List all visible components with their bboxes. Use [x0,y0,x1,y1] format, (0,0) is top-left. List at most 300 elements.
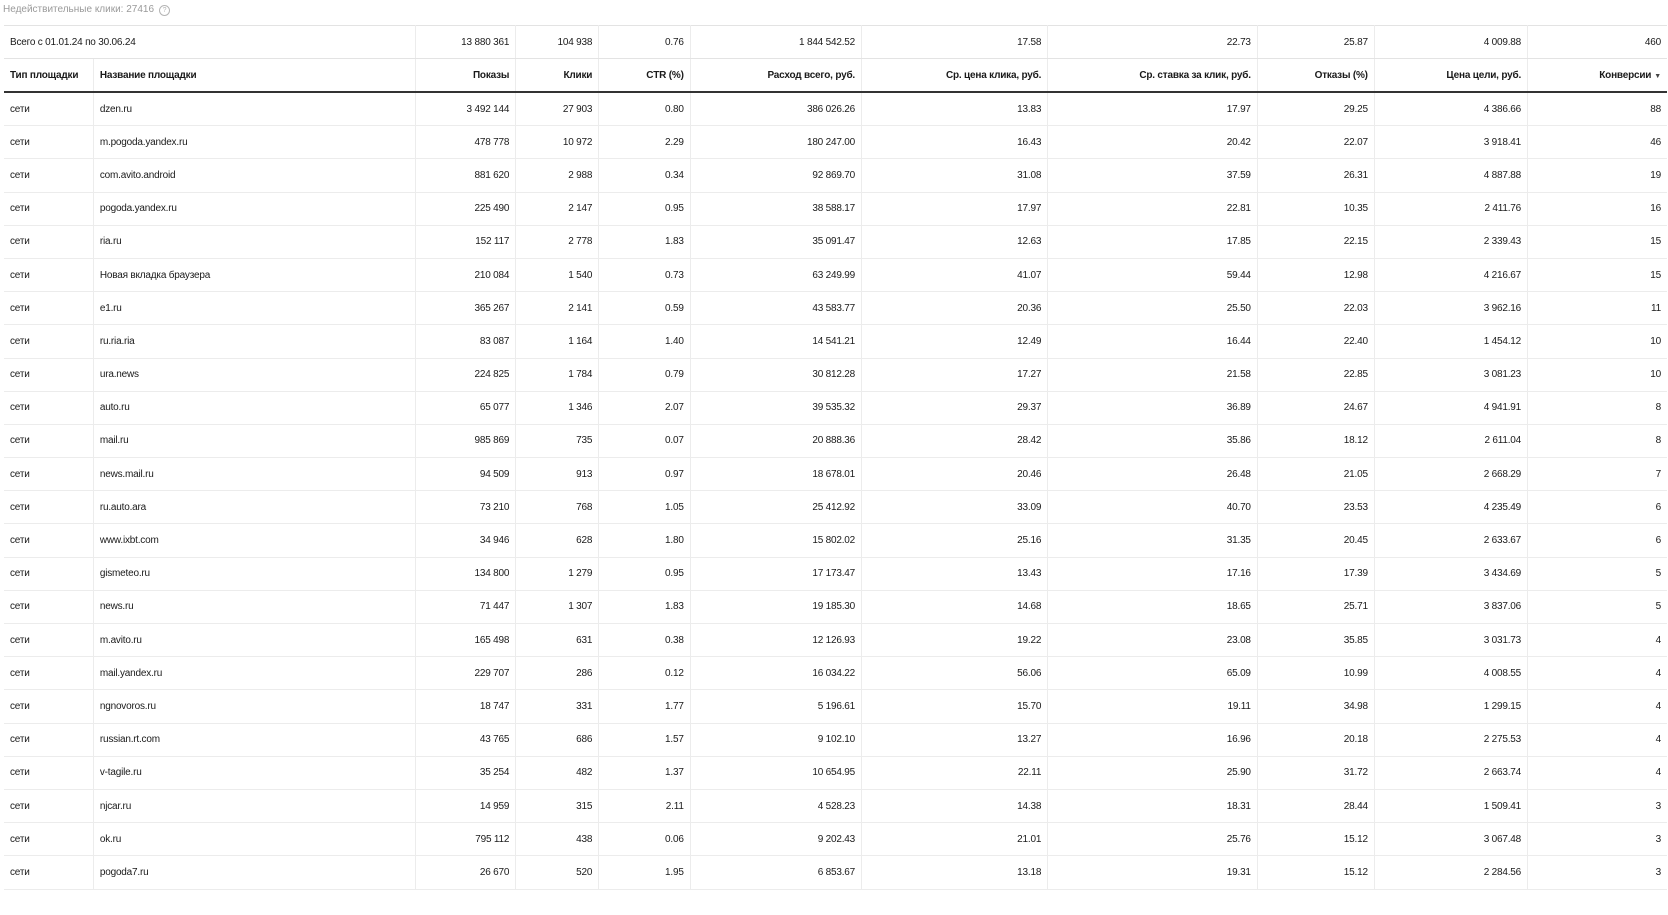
column-header-conversions-label: Конверсии [1599,69,1652,81]
cell-ctr: 1.83 [599,225,691,258]
cell-avg-cpc: 22.11 [862,756,1048,789]
cell-spend: 18 678.01 [690,458,861,491]
cell-bounces: 21.05 [1257,458,1374,491]
cell-ctr: 0.59 [599,292,691,325]
cell-clicks: 2 778 [516,225,599,258]
cell-name: mail.yandex.ru [93,657,415,690]
cell-clicks: 1 346 [516,391,599,424]
cell-type: сети [4,192,93,225]
cell-ctr: 1.40 [599,325,691,358]
cell-avg-bid: 36.89 [1048,391,1258,424]
cell-clicks: 1 279 [516,557,599,590]
cell-impressions: 14 959 [416,789,516,822]
cell-clicks: 27 903 [516,92,599,126]
totals-goal-cost: 4 009.88 [1374,26,1527,59]
cell-bounces: 29.25 [1257,92,1374,126]
cell-avg-cpc: 20.46 [862,458,1048,491]
cell-name: pogoda.yandex.ru [93,192,415,225]
cell-avg-bid: 21.58 [1048,358,1258,391]
cell-impressions: 478 778 [416,126,516,159]
cell-name: dzen.ru [93,92,415,126]
totals-avg-bid: 22.73 [1048,26,1258,59]
cell-clicks: 331 [516,690,599,723]
cell-goal-cost: 2 611.04 [1374,424,1527,457]
cell-type: сети [4,723,93,756]
cell-ctr: 2.29 [599,126,691,159]
column-header-conversions[interactable] [1528,59,1667,93]
table-row [4,192,1667,225]
cell-type: сети [4,126,93,159]
cell-spend: 43 583.77 [690,292,861,325]
cell-avg-bid: 37.59 [1048,159,1258,192]
cell-name: ura.news [93,358,415,391]
cell-ctr: 0.79 [599,358,691,391]
cell-clicks: 628 [516,524,599,557]
table-row [4,690,1667,723]
cell-avg-bid: 17.16 [1048,557,1258,590]
cell-bounces: 28.44 [1257,789,1374,822]
cell-impressions: 34 946 [416,524,516,557]
cell-clicks: 686 [516,723,599,756]
cell-type: сети [4,657,93,690]
cell-ctr: 1.37 [599,756,691,789]
cell-avg-cpc: 28.42 [862,424,1048,457]
totals-impressions: 13 880 361 [416,26,516,59]
cell-spend: 9 202.43 [690,823,861,856]
cell-impressions: 365 267 [416,292,516,325]
cell-name: pogoda7.ru [93,856,415,889]
table-row [4,92,1667,126]
sort-desc-icon[interactable]: ▼ [1654,72,1661,80]
cell-conversions: 6 [1528,524,1667,557]
cell-conversions: 15 [1528,225,1667,258]
cell-avg-bid: 59.44 [1048,258,1258,291]
cell-avg-cpc: 31.08 [862,159,1048,192]
cell-type: сети [4,458,93,491]
cell-clicks: 286 [516,657,599,690]
cell-goal-cost: 1 454.12 [1374,325,1527,358]
table-row [4,126,1667,159]
cell-goal-cost: 3 031.73 [1374,624,1527,657]
cell-goal-cost: 2 663.74 [1374,756,1527,789]
cell-avg-cpc: 21.01 [862,823,1048,856]
cell-name: m.avito.ru [93,624,415,657]
cell-bounces: 12.98 [1257,258,1374,291]
cell-type: сети [4,92,93,126]
cell-avg-bid: 16.96 [1048,723,1258,756]
cell-spend: 25 412.92 [690,491,861,524]
cell-ctr: 1.95 [599,856,691,889]
cell-conversions: 7 [1528,458,1667,491]
cell-name: ngnovoros.ru [93,690,415,723]
cell-name: news.mail.ru [93,458,415,491]
cell-name: v-tagile.ru [93,756,415,789]
cell-goal-cost: 3 081.23 [1374,358,1527,391]
cell-goal-cost: 4 386.66 [1374,92,1527,126]
question-circle-icon[interactable]: ? [159,5,170,16]
cell-avg-cpc: 14.38 [862,789,1048,822]
cell-clicks: 1 540 [516,258,599,291]
cell-ctr: 0.95 [599,192,691,225]
cell-ctr: 1.57 [599,723,691,756]
table-body [4,92,1667,889]
cell-goal-cost: 3 837.06 [1374,590,1527,623]
table-row [4,856,1667,889]
cell-impressions: 3 492 144 [416,92,516,126]
cell-impressions: 165 498 [416,624,516,657]
cell-avg-bid: 17.85 [1048,225,1258,258]
cell-goal-cost: 4 887.88 [1374,159,1527,192]
cell-avg-bid: 35.86 [1048,424,1258,457]
cell-spend: 39 535.32 [690,391,861,424]
cell-clicks: 2 988 [516,159,599,192]
cell-avg-bid: 16.44 [1048,325,1258,358]
cell-ctr: 1.80 [599,524,691,557]
table-row [4,823,1667,856]
column-header-name[interactable]: Название площадки [93,59,415,93]
cell-spend: 5 196.61 [690,690,861,723]
cell-conversions: 3 [1528,789,1667,822]
cell-spend: 16 034.22 [690,657,861,690]
cell-spend: 19 185.30 [690,590,861,623]
cell-type: сети [4,690,93,723]
totals-ctr: 0.76 [599,26,691,59]
cell-goal-cost: 4 216.67 [1374,258,1527,291]
cell-avg-bid: 25.76 [1048,823,1258,856]
cell-clicks: 1 784 [516,358,599,391]
cell-avg-cpc: 13.83 [862,92,1048,126]
cell-bounces: 22.85 [1257,358,1374,391]
cell-avg-cpc: 16.43 [862,126,1048,159]
cell-conversions: 8 [1528,424,1667,457]
cell-goal-cost: 4 235.49 [1374,491,1527,524]
cell-name: ria.ru [93,225,415,258]
cell-bounces: 24.67 [1257,391,1374,424]
cell-type: сети [4,225,93,258]
cell-avg-bid: 19.31 [1048,856,1258,889]
cell-spend: 180 247.00 [690,126,861,159]
cell-goal-cost: 2 284.56 [1374,856,1527,889]
cell-name: www.ixbt.com [93,524,415,557]
cell-ctr: 0.12 [599,657,691,690]
table-row [4,657,1667,690]
column-header-spend[interactable]: Расход всего, руб. [690,59,861,93]
cell-avg-bid: 18.65 [1048,590,1258,623]
cell-avg-cpc: 29.37 [862,391,1048,424]
cell-type: сети [4,624,93,657]
cell-avg-bid: 25.50 [1048,292,1258,325]
cell-avg-bid: 31.35 [1048,524,1258,557]
cell-impressions: 229 707 [416,657,516,690]
cell-avg-cpc: 17.97 [862,192,1048,225]
table-header-row [4,59,1667,93]
cell-impressions: 881 620 [416,159,516,192]
cell-spend: 15 802.02 [690,524,861,557]
cell-name: m.pogoda.yandex.ru [93,126,415,159]
totals-row [4,26,1667,59]
cell-name: e1.ru [93,292,415,325]
cell-impressions: 152 117 [416,225,516,258]
cell-bounces: 17.39 [1257,557,1374,590]
cell-goal-cost: 3 067.48 [1374,823,1527,856]
column-header-clicks[interactable]: Клики [516,59,599,93]
cell-avg-bid: 22.81 [1048,192,1258,225]
cell-goal-cost: 2 633.67 [1374,524,1527,557]
cell-impressions: 35 254 [416,756,516,789]
cell-impressions: 18 747 [416,690,516,723]
cell-ctr: 0.73 [599,258,691,291]
cell-conversions: 88 [1528,92,1667,126]
cell-clicks: 1 164 [516,325,599,358]
cell-conversions: 19 [1528,159,1667,192]
table-row [4,424,1667,457]
cell-ctr: 1.77 [599,690,691,723]
cell-type: сети [4,789,93,822]
cell-avg-bid: 19.11 [1048,690,1258,723]
cell-avg-cpc: 17.27 [862,358,1048,391]
cell-avg-cpc: 13.18 [862,856,1048,889]
cell-spend: 386 026.26 [690,92,861,126]
cell-bounces: 10.35 [1257,192,1374,225]
cell-type: сети [4,159,93,192]
cell-goal-cost: 2 275.53 [1374,723,1527,756]
table-row [4,159,1667,192]
cell-goal-cost: 2 668.29 [1374,458,1527,491]
cell-type: сети [4,391,93,424]
cell-type: сети [4,292,93,325]
cell-ctr: 0.07 [599,424,691,457]
cell-bounces: 22.03 [1257,292,1374,325]
cell-clicks: 10 972 [516,126,599,159]
cell-avg-cpc: 56.06 [862,657,1048,690]
cell-spend: 20 888.36 [690,424,861,457]
column-header-type[interactable]: Тип площадки [4,59,93,93]
cell-goal-cost: 2 411.76 [1374,192,1527,225]
column-header-impressions[interactable]: Показы [416,59,516,93]
cell-spend: 35 091.47 [690,225,861,258]
cell-type: сети [4,756,93,789]
cell-impressions: 26 670 [416,856,516,889]
cell-goal-cost: 3 962.16 [1374,292,1527,325]
cell-clicks: 2 147 [516,192,599,225]
cell-conversions: 3 [1528,823,1667,856]
cell-ctr: 0.97 [599,458,691,491]
table-row [4,756,1667,789]
cell-impressions: 83 087 [416,325,516,358]
cell-spend: 4 528.23 [690,789,861,822]
cell-conversions: 15 [1528,258,1667,291]
column-header-ctr[interactable]: CTR (%) [599,59,691,93]
cell-ctr: 0.34 [599,159,691,192]
cell-ctr: 1.83 [599,590,691,623]
totals-conversions: 460 [1528,26,1667,59]
cell-type: сети [4,358,93,391]
cell-avg-cpc: 14.68 [862,590,1048,623]
cell-goal-cost: 2 339.43 [1374,225,1527,258]
table-row [4,358,1667,391]
cell-conversions: 4 [1528,690,1667,723]
cell-impressions: 43 765 [416,723,516,756]
cell-type: сети [4,823,93,856]
cell-conversions: 4 [1528,624,1667,657]
cell-clicks: 913 [516,458,599,491]
cell-goal-cost: 3 434.69 [1374,557,1527,590]
cell-conversions: 16 [1528,192,1667,225]
table-row [4,524,1667,557]
cell-type: сети [4,856,93,889]
cell-name: mail.ru [93,424,415,457]
cell-impressions: 71 447 [416,590,516,623]
cell-type: сети [4,424,93,457]
table-row [4,723,1667,756]
cell-avg-cpc: 12.63 [862,225,1048,258]
cell-ctr: 2.11 [599,789,691,822]
table-row [4,391,1667,424]
table-row [4,225,1667,258]
column-header-bounces[interactable]: Отказы (%) [1257,59,1374,93]
totals-bounces: 25.87 [1257,26,1374,59]
table-row [4,325,1667,358]
cell-spend: 6 853.67 [690,856,861,889]
cell-bounces: 34.98 [1257,690,1374,723]
cell-bounces: 20.18 [1257,723,1374,756]
cell-avg-cpc: 13.43 [862,557,1048,590]
column-header-avg-cpc[interactable]: Ср. цена клика, руб. [862,59,1048,93]
cell-name: auto.ru [93,391,415,424]
cell-name: ru.auto.ara [93,491,415,524]
cell-bounces: 15.12 [1257,856,1374,889]
cell-avg-cpc: 33.09 [862,491,1048,524]
cell-spend: 12 126.93 [690,624,861,657]
cell-name: news.ru [93,590,415,623]
cell-clicks: 1 307 [516,590,599,623]
cell-clicks: 2 141 [516,292,599,325]
cell-spend: 14 541.21 [690,325,861,358]
cell-name: com.avito.android [93,159,415,192]
cell-type: сети [4,557,93,590]
cell-ctr: 0.95 [599,557,691,590]
cell-type: сети [4,325,93,358]
cell-avg-bid: 23.08 [1048,624,1258,657]
cell-spend: 92 869.70 [690,159,861,192]
cell-name: ru.ria.ria [93,325,415,358]
cell-bounces: 35.85 [1257,624,1374,657]
cell-conversions: 46 [1528,126,1667,159]
table-row [4,624,1667,657]
cell-spend: 38 588.17 [690,192,861,225]
cell-clicks: 438 [516,823,599,856]
cell-impressions: 795 112 [416,823,516,856]
cell-type: сети [4,524,93,557]
totals-label: Всего с 01.01.24 по 30.06.24 [4,26,416,59]
cell-avg-cpc: 15.70 [862,690,1048,723]
cell-conversions: 5 [1528,590,1667,623]
cell-impressions: 134 800 [416,557,516,590]
cell-impressions: 73 210 [416,491,516,524]
table-row [4,258,1667,291]
cell-spend: 17 173.47 [690,557,861,590]
cell-avg-cpc: 20.36 [862,292,1048,325]
cell-goal-cost: 4 941.91 [1374,391,1527,424]
cell-avg-bid: 25.90 [1048,756,1258,789]
cell-bounces: 22.40 [1257,325,1374,358]
column-header-avg-bid[interactable]: Ср. ставка за клик, руб. [1048,59,1258,93]
cell-ctr: 2.07 [599,391,691,424]
cell-avg-cpc: 25.16 [862,524,1048,557]
cell-clicks: 735 [516,424,599,457]
cell-name: russian.rt.com [93,723,415,756]
cell-avg-bid: 17.97 [1048,92,1258,126]
cell-impressions: 224 825 [416,358,516,391]
cell-name: Новая вкладка браузера [93,258,415,291]
cell-bounces: 15.12 [1257,823,1374,856]
column-header-goal-cost[interactable]: Цена цели, руб. [1374,59,1527,93]
cell-conversions: 8 [1528,391,1667,424]
cell-bounces: 22.15 [1257,225,1374,258]
cell-avg-cpc: 13.27 [862,723,1048,756]
totals-avg-cpc: 17.58 [862,26,1048,59]
cell-bounces: 31.72 [1257,756,1374,789]
cell-ctr: 1.05 [599,491,691,524]
cell-spend: 63 249.99 [690,258,861,291]
cell-goal-cost: 4 008.55 [1374,657,1527,690]
cell-bounces: 22.07 [1257,126,1374,159]
cell-conversions: 5 [1528,557,1667,590]
table-row [4,557,1667,590]
cell-avg-bid: 26.48 [1048,458,1258,491]
cell-bounces: 26.31 [1257,159,1374,192]
cell-clicks: 520 [516,856,599,889]
cell-spend: 9 102.10 [690,723,861,756]
cell-spend: 10 654.95 [690,756,861,789]
cell-clicks: 631 [516,624,599,657]
cell-avg-bid: 40.70 [1048,491,1258,524]
cell-goal-cost: 3 918.41 [1374,126,1527,159]
cell-avg-bid: 18.31 [1048,789,1258,822]
cell-clicks: 482 [516,756,599,789]
cell-type: сети [4,590,93,623]
table-row [4,292,1667,325]
cell-impressions: 225 490 [416,192,516,225]
table-row [4,491,1667,524]
cell-impressions: 210 084 [416,258,516,291]
totals-spend: 1 844 542.52 [690,26,861,59]
cell-clicks: 315 [516,789,599,822]
cell-clicks: 768 [516,491,599,524]
cell-conversions: 4 [1528,756,1667,789]
cell-bounces: 10.99 [1257,657,1374,690]
totals-clicks: 104 938 [516,26,599,59]
cell-conversions: 10 [1528,325,1667,358]
cell-bounces: 18.12 [1257,424,1374,457]
cell-goal-cost: 1 299.15 [1374,690,1527,723]
cell-type: сети [4,258,93,291]
cell-name: ok.ru [93,823,415,856]
cell-conversions: 3 [1528,856,1667,889]
cell-avg-cpc: 41.07 [862,258,1048,291]
cell-bounces: 20.45 [1257,524,1374,557]
cell-avg-cpc: 12.49 [862,325,1048,358]
invalid-clicks-label: Недействительные клики: 27416 [3,4,155,15]
cell-impressions: 985 869 [416,424,516,457]
cell-avg-bid: 65.09 [1048,657,1258,690]
cell-name: gismeteo.ru [93,557,415,590]
cell-conversions: 4 [1528,657,1667,690]
cell-name: njcar.ru [93,789,415,822]
cell-ctr: 0.38 [599,624,691,657]
cell-bounces: 25.71 [1257,590,1374,623]
cell-conversions: 11 [1528,292,1667,325]
